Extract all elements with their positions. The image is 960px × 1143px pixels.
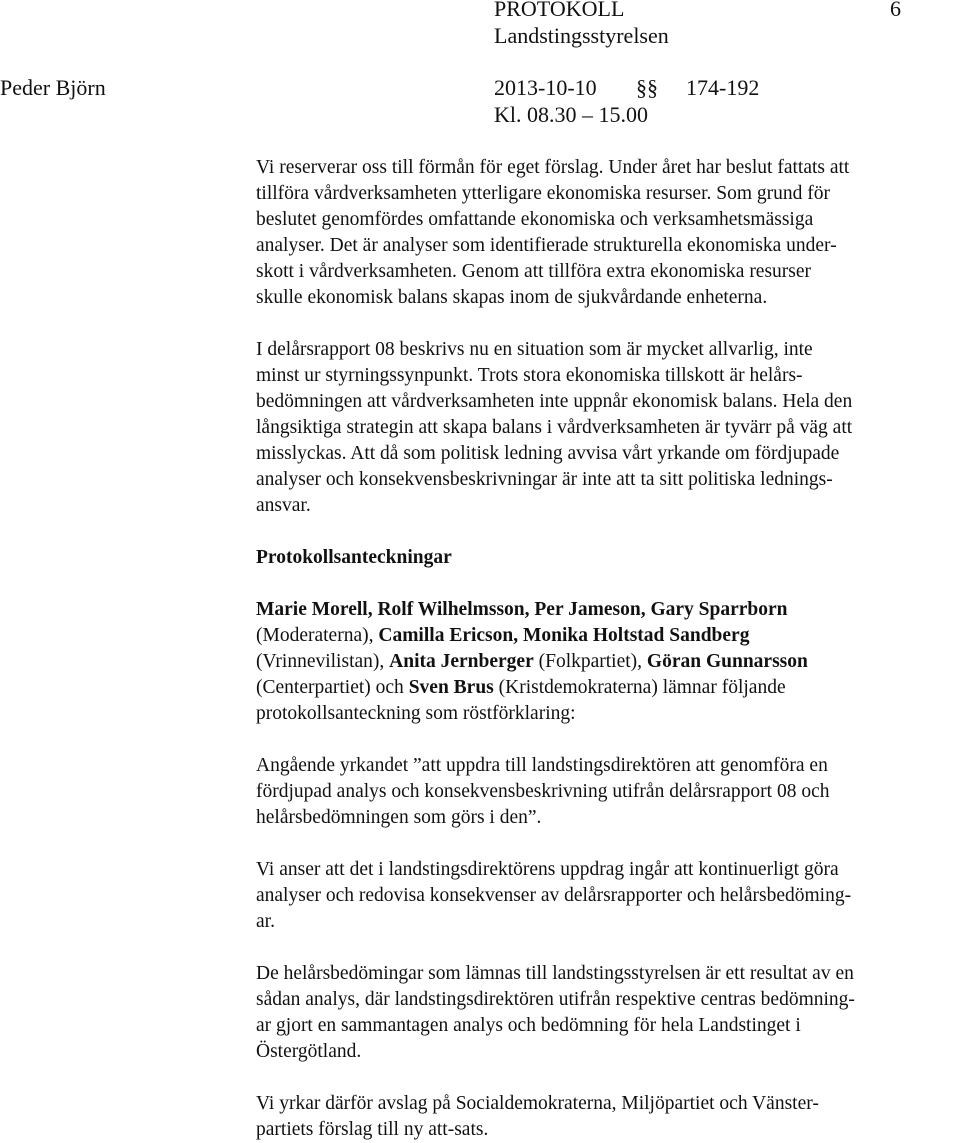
text-line: Angående yrkandet ”att uppdra till landstingsdirektören att genomföra en	[256, 755, 828, 776]
signatory-names: Göran Gunnarsson	[646, 651, 808, 672]
text-line: ar.	[256, 911, 275, 932]
paragraph-assessments	[256, 961, 960, 1065]
meeting-date: 2013-10-10	[494, 75, 597, 100]
section-range: 174-192	[686, 75, 760, 100]
section-symbols: §§	[636, 75, 658, 100]
text-line: I delårsrapport 08 beskrivs nu en situation som är mycket allvarlig, inte	[256, 339, 813, 360]
text-line: partiets förslag till ny att-sats.	[256, 1119, 489, 1140]
text-line: ansvar.	[256, 495, 311, 516]
section-heading: Protokollsanteckningar	[256, 547, 452, 568]
text-line: helårsbedömningen som görs i den”.	[256, 807, 542, 828]
signatory-names: Camilla Ericson, Monika Holtstad Sandberg	[378, 625, 750, 646]
party-name: (Vrinnevilistan),	[256, 651, 390, 672]
meeting-time: Kl. 08.30 – 15.00	[494, 102, 648, 127]
text-line: protokollsanteckning som röstförklaring:	[256, 703, 576, 724]
signatory-names: Sven Brus	[408, 677, 494, 698]
paragraph-interim-report	[256, 337, 960, 519]
party-name: (Centerpartiet) och	[256, 677, 409, 698]
paragraph-our-view	[256, 857, 960, 935]
paragraph-regarding-motion	[256, 753, 960, 831]
signatory-names: Anita Jernberger	[389, 651, 534, 672]
paragraph-reservation	[256, 155, 960, 311]
text-line: beslutet genomfördes omfattande ekonomiska och verksamhetsmässiga	[256, 209, 814, 230]
signatory-names: Marie Morell, Rolf Wilhelmsson, Per Jameson, Gary Sparrborn	[256, 599, 788, 620]
party-name: (Kristdemokraterna) lämnar följande	[493, 677, 786, 698]
text-line: minst ur styrningssynpunkt. Trots stora ekonomiska tillskott är helårs-	[256, 365, 803, 386]
document-body	[256, 155, 960, 1143]
document-title: PROTOKOLL	[494, 0, 625, 21]
paragraph-signatories	[256, 597, 960, 727]
text-line: skulle ekonomisk balans skapas inom de sjukvårdande enheterna.	[256, 287, 768, 308]
page-number: 6	[890, 0, 901, 21]
text-line: ar gjort en sammantagen analys och bedömning för hela Landstinget i	[256, 1015, 801, 1036]
party-name: (Folkpartiet),	[533, 651, 647, 672]
text-line: misslyckas. Att då som politisk ledning avvisa vårt yrkande om fördjupade	[256, 443, 840, 464]
text-line: Vi reserverar oss till förmån för eget förslag. Under året har beslut fattats att	[256, 157, 850, 178]
text-line: Vi yrkar därför avslag på Socialdemokraterna, Miljöpartiet och Vänster-	[256, 1093, 819, 1114]
text-line: analyser och redovisa konsekvenser av delårsrapporter och helårsbedöming-	[256, 885, 852, 906]
text-line: långsiktiga strategin att skapa balans i vårdverksamheten är tyvärr på väg att	[256, 417, 853, 438]
text-line: De helårsbedömingar som lämnas till landstingsstyrelsen är ett resultat av en	[256, 963, 854, 984]
party-name: (Moderaterna),	[256, 625, 379, 646]
text-line: fördjupad analys och konsekvensbeskrivning utifrån delårsrapport 08 och	[256, 781, 830, 802]
organization-name: Landstingsstyrelsen	[494, 23, 669, 48]
text-line: tillföra vårdverksamheten ytterligare ekonomiska resurser. Som grund för	[256, 183, 830, 204]
text-line: analyser. Det är analyser som identifierade strukturella ekonomiska under-	[256, 235, 837, 256]
paragraph-motion-rejection	[256, 1091, 960, 1143]
text-line: sådan analys, där landstingsdirektören utifrån respektive centras bedömning-	[256, 989, 855, 1010]
text-line: Vi anser att det i landstingsdirektörens uppdrag ingår att kontinuerligt göra	[256, 859, 839, 880]
person-name: Peder Björn	[0, 75, 106, 100]
text-line: analyser och konsekvensbeskrivningar är inte att ta sitt politiska lednings-	[256, 469, 833, 490]
text-line: bedömningen att vårdverksamheten inte uppnår ekonomisk balans. Hela den	[256, 391, 853, 412]
text-line: skott i vårdverksamheten. Genom att tillföra extra ekonomiska resurser	[256, 261, 812, 282]
text-line: Östergötland.	[256, 1041, 362, 1062]
